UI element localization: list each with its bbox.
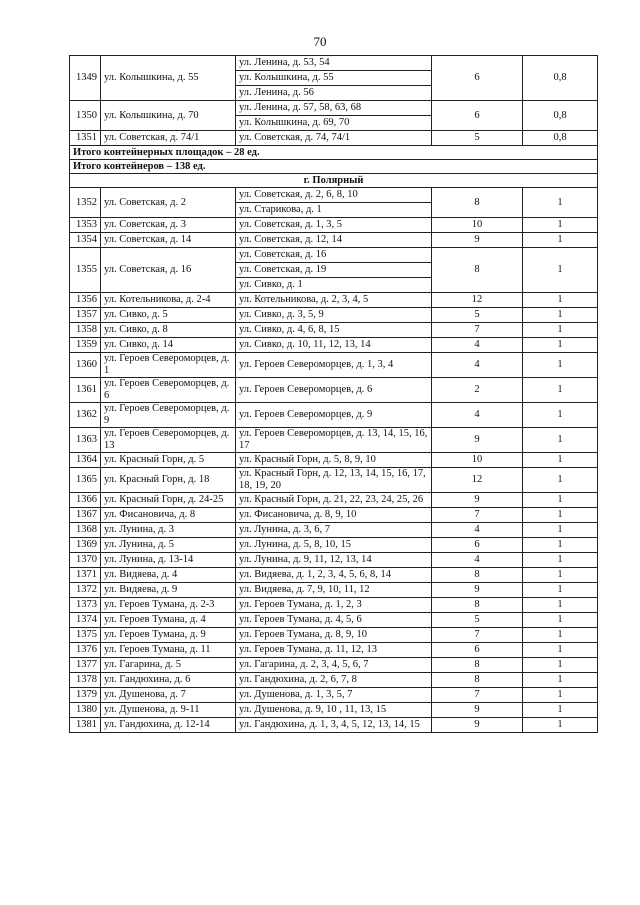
container-count: 9	[432, 718, 523, 733]
site-address: ул. Видяева, д. 9	[101, 583, 236, 598]
site-address: ул. Колышкина, д. 70	[101, 101, 236, 131]
container-count: 7	[432, 628, 523, 643]
site-address: ул. Душенова, д. 9-11	[101, 703, 236, 718]
table-row	[70, 468, 598, 493]
site-address: ул. Гандюхина, д. 6	[101, 673, 236, 688]
container-volume: 1	[523, 688, 598, 703]
container-volume: 1	[523, 508, 598, 523]
container-count: 5	[432, 308, 523, 323]
container-volume: 1	[523, 293, 598, 308]
table-row	[70, 233, 598, 248]
served-address: ул. Советская, д. 19	[236, 263, 432, 278]
container-volume: 1	[523, 428, 598, 453]
site-address: ул. Героев Тумана, д. 2-3	[101, 598, 236, 613]
container-count: 8	[432, 188, 523, 218]
site-address: ул. Советская, д. 74/1	[101, 131, 236, 146]
table-row	[70, 583, 598, 598]
row-number: 1375	[70, 628, 101, 643]
container-count: 9	[432, 428, 523, 453]
container-count: 4	[432, 338, 523, 353]
container-volume: 0,8	[523, 101, 598, 131]
row-number: 1380	[70, 703, 101, 718]
row-number: 1350	[70, 101, 101, 131]
container-volume: 1	[523, 188, 598, 218]
site-address: ул. Героев Тумана, д. 11	[101, 643, 236, 658]
container-count: 12	[432, 468, 523, 493]
site-address: ул. Душенова, д. 7	[101, 688, 236, 703]
served-address: ул. Фисановича, д. 8, 9, 10	[236, 508, 432, 523]
container-count: 8	[432, 658, 523, 673]
container-volume: 1	[523, 403, 598, 428]
container-count: 4	[432, 553, 523, 568]
table-row	[70, 353, 598, 378]
table-row	[70, 378, 598, 403]
container-count: 4	[432, 403, 523, 428]
container-count: 7	[432, 508, 523, 523]
row-number: 1381	[70, 718, 101, 733]
table-row	[70, 218, 598, 233]
site-address: ул. Советская, д. 2	[101, 188, 236, 218]
site-address: ул. Лунина, д. 5	[101, 538, 236, 553]
container-count: 6	[432, 538, 523, 553]
served-address: ул. Видяева, д. 7, 9, 10, 11, 12	[236, 583, 432, 598]
container-volume: 1	[523, 523, 598, 538]
site-address: ул. Героев Североморцев, д. 6	[101, 378, 236, 403]
total-text: Итого контейнеров – 138 ед.	[70, 160, 598, 174]
site-address: ул. Советская, д. 14	[101, 233, 236, 248]
container-count: 8	[432, 568, 523, 583]
container-count: 6	[432, 643, 523, 658]
container-count: 12	[432, 293, 523, 308]
container-volume: 1	[523, 248, 598, 293]
table-row	[70, 403, 598, 428]
row-number: 1364	[70, 453, 101, 468]
container-volume: 1	[523, 643, 598, 658]
container-volume: 1	[523, 673, 598, 688]
container-volume: 1	[523, 583, 598, 598]
container-count: 9	[432, 233, 523, 248]
row-number: 1360	[70, 353, 101, 378]
site-address: ул. Видяева, д. 4	[101, 568, 236, 583]
table-row	[70, 523, 598, 538]
served-address: ул. Советская, д. 74, 74/1	[236, 131, 432, 146]
table-row	[70, 453, 598, 468]
row-number: 1379	[70, 688, 101, 703]
served-address: ул. Душенова, д. 9, 10 , 11, 13, 15	[236, 703, 432, 718]
page-number: 70	[313, 34, 327, 49]
container-volume: 1	[523, 378, 598, 403]
container-volume: 1	[523, 628, 598, 643]
container-count: 6	[432, 56, 523, 101]
row-number: 1352	[70, 188, 101, 218]
container-volume: 1	[523, 718, 598, 733]
container-count: 9	[432, 583, 523, 598]
row-number: 1359	[70, 338, 101, 353]
row-number: 1356	[70, 293, 101, 308]
row-number: 1353	[70, 218, 101, 233]
container-volume: 1	[523, 493, 598, 508]
row-number: 1374	[70, 613, 101, 628]
table-row	[70, 598, 598, 613]
site-address: ул. Героев Североморцев, д. 1	[101, 353, 236, 378]
container-count: 5	[432, 131, 523, 146]
container-count: 9	[432, 493, 523, 508]
table-row	[70, 188, 598, 203]
total-row	[70, 146, 598, 160]
site-address: ул. Сивко, д. 5	[101, 308, 236, 323]
table-row	[70, 658, 598, 673]
served-address: ул. Гандюхина, д. 1, 3, 4, 5, 12, 13, 14, 15	[236, 718, 432, 733]
container-volume: 1	[523, 233, 598, 248]
served-address: ул. Душенова, д. 1, 3, 5, 7	[236, 688, 432, 703]
container-count: 6	[432, 101, 523, 131]
container-count: 7	[432, 688, 523, 703]
row-number: 1376	[70, 643, 101, 658]
row-number: 1354	[70, 233, 101, 248]
table-row	[70, 323, 598, 338]
row-number: 1370	[70, 553, 101, 568]
table-row	[70, 131, 598, 146]
served-address: ул. Советская, д. 12, 14	[236, 233, 432, 248]
total-row	[70, 160, 598, 174]
row-number: 1367	[70, 508, 101, 523]
site-address: ул. Лунина, д. 3	[101, 523, 236, 538]
site-address: ул. Гандюхина, д. 12-14	[101, 718, 236, 733]
row-number: 1361	[70, 378, 101, 403]
container-volume: 1	[523, 598, 598, 613]
served-address: ул. Героев Североморцев, д. 1, 3, 4	[236, 353, 432, 378]
served-address: ул. Котельникова, д. 2, 3, 4, 5	[236, 293, 432, 308]
table-row	[70, 718, 598, 733]
container-volume: 1	[523, 218, 598, 233]
site-address: ул. Советская, д. 3	[101, 218, 236, 233]
served-address: ул. Красный Горн, д. 21, 22, 23, 24, 25, 26	[236, 493, 432, 508]
container-volume: 1	[523, 568, 598, 583]
table-row	[70, 56, 598, 71]
row-number: 1373	[70, 598, 101, 613]
container-count: 4	[432, 523, 523, 538]
served-address: ул. Сивко, д. 4, 6, 8, 15	[236, 323, 432, 338]
container-volume: 0,8	[523, 131, 598, 146]
row-number: 1363	[70, 428, 101, 453]
total-text: Итого контейнерных площадок – 28 ед.	[70, 146, 598, 160]
container-count: 4	[432, 353, 523, 378]
container-count: 9	[432, 703, 523, 718]
served-address: ул. Героев Североморцев, д. 6	[236, 378, 432, 403]
container-volume: 1	[523, 553, 598, 568]
site-address: ул. Лунина, д. 13-14	[101, 553, 236, 568]
table-row	[70, 673, 598, 688]
served-address: ул. Гагарина, д. 2, 3, 4, 5, 6, 7	[236, 658, 432, 673]
served-address: ул. Героев Североморцев, д. 13, 14, 15, 16, 17	[236, 428, 432, 453]
served-address: ул. Героев Тумана, д. 11, 12, 13	[236, 643, 432, 658]
table-row	[70, 568, 598, 583]
container-volume: 1	[523, 468, 598, 493]
row-number: 1366	[70, 493, 101, 508]
table-row	[70, 508, 598, 523]
served-address: ул. Гандюхина, д. 2, 6, 7, 8	[236, 673, 432, 688]
site-address: ул. Красный Горн, д. 18	[101, 468, 236, 493]
container-volume: 1	[523, 338, 598, 353]
served-address: ул. Старикова, д. 1	[236, 203, 432, 218]
row-number: 1372	[70, 583, 101, 598]
row-number: 1365	[70, 468, 101, 493]
row-number: 1378	[70, 673, 101, 688]
served-address: ул. Лунина, д. 9, 11, 12, 13, 14	[236, 553, 432, 568]
served-address: ул. Ленина, д. 57, 58, 63, 68	[236, 101, 432, 116]
served-address: ул. Героев Тумана, д. 1, 2, 3	[236, 598, 432, 613]
container-volume: 1	[523, 308, 598, 323]
site-address: ул. Героев Североморцев, д. 9	[101, 403, 236, 428]
container-count: 8	[432, 248, 523, 293]
container-count: 8	[432, 673, 523, 688]
table-row	[70, 613, 598, 628]
row-number: 1369	[70, 538, 101, 553]
table-row	[70, 538, 598, 553]
served-address: ул. Лунина, д. 3, 6, 7	[236, 523, 432, 538]
container-count: 10	[432, 453, 523, 468]
container-volume: 1	[523, 613, 598, 628]
site-address: ул. Советская, д. 16	[101, 248, 236, 293]
table-row	[70, 248, 598, 263]
row-number: 1351	[70, 131, 101, 146]
served-address: ул. Советская, д. 2, 6, 8, 10	[236, 188, 432, 203]
row-number: 1362	[70, 403, 101, 428]
table-body	[70, 56, 598, 733]
container-count: 10	[432, 218, 523, 233]
city-name: г. Полярный	[70, 174, 598, 188]
table-row	[70, 628, 598, 643]
served-address: ул. Героев Североморцев, д. 9	[236, 403, 432, 428]
site-address: ул. Красный Горн, д. 5	[101, 453, 236, 468]
table-row	[70, 308, 598, 323]
container-volume: 1	[523, 703, 598, 718]
served-address: ул. Героев Тумана, д. 8, 9, 10	[236, 628, 432, 643]
served-address: ул. Сивко, д. 1	[236, 278, 432, 293]
container-count: 7	[432, 323, 523, 338]
site-address: ул. Котельникова, д. 2-4	[101, 293, 236, 308]
city-header-row	[70, 174, 598, 188]
row-number: 1371	[70, 568, 101, 583]
row-number: 1358	[70, 323, 101, 338]
table-row	[70, 703, 598, 718]
container-volume: 1	[523, 658, 598, 673]
served-address: ул. Красный Горн, д. 5, 8, 9, 10	[236, 453, 432, 468]
table-row	[70, 643, 598, 658]
site-address: ул. Красный Горн, д. 24-25	[101, 493, 236, 508]
served-address: ул. Колышкина, д. 69, 70	[236, 116, 432, 131]
served-address: ул. Ленина, д. 53, 54	[236, 56, 432, 71]
table-row	[70, 553, 598, 568]
row-number: 1355	[70, 248, 101, 293]
site-address: ул. Сивко, д. 14	[101, 338, 236, 353]
container-volume: 1	[523, 538, 598, 553]
site-address: ул. Сивко, д. 8	[101, 323, 236, 338]
site-address: ул. Героев Североморцев, д. 13	[101, 428, 236, 453]
row-number: 1349	[70, 56, 101, 101]
container-volume: 1	[523, 323, 598, 338]
container-volume: 1	[523, 353, 598, 378]
site-address: ул. Колышкина, д. 55	[101, 56, 236, 101]
site-address: ул. Фисановича, д. 8	[101, 508, 236, 523]
container-volume: 0,8	[523, 56, 598, 101]
container-count: 5	[432, 613, 523, 628]
served-address: ул. Сивко, д. 3, 5, 9	[236, 308, 432, 323]
served-address: ул. Лунина, д. 5, 8, 10, 15	[236, 538, 432, 553]
table-row	[70, 688, 598, 703]
served-address: ул. Героев Тумана, д. 4, 5, 6	[236, 613, 432, 628]
table-row	[70, 493, 598, 508]
served-address: ул. Ленина, д. 56	[236, 86, 432, 101]
table-row	[70, 101, 598, 116]
site-address: ул. Героев Тумана, д. 4	[101, 613, 236, 628]
row-number: 1357	[70, 308, 101, 323]
site-address: ул. Героев Тумана, д. 9	[101, 628, 236, 643]
container-sites-table	[69, 55, 598, 733]
served-address: ул. Красный Горн, д. 12, 13, 14, 15, 16, 17, 18, 19, 20	[236, 468, 432, 493]
table-row	[70, 428, 598, 453]
container-count: 2	[432, 378, 523, 403]
container-count: 8	[432, 598, 523, 613]
container-volume: 1	[523, 453, 598, 468]
served-address: ул. Колышкина, д. 55	[236, 71, 432, 86]
row-number: 1377	[70, 658, 101, 673]
table-row	[70, 293, 598, 308]
served-address: ул. Советская, д. 1, 3, 5	[236, 218, 432, 233]
site-address: ул. Гагарина, д. 5	[101, 658, 236, 673]
row-number: 1368	[70, 523, 101, 538]
served-address: ул. Видяева, д. 1, 2, 3, 4, 5, 6, 8, 14	[236, 568, 432, 583]
served-address: ул. Сивко, д. 10, 11, 12, 13, 14	[236, 338, 432, 353]
served-address: ул. Советская, д. 16	[236, 248, 432, 263]
table-row	[70, 338, 598, 353]
